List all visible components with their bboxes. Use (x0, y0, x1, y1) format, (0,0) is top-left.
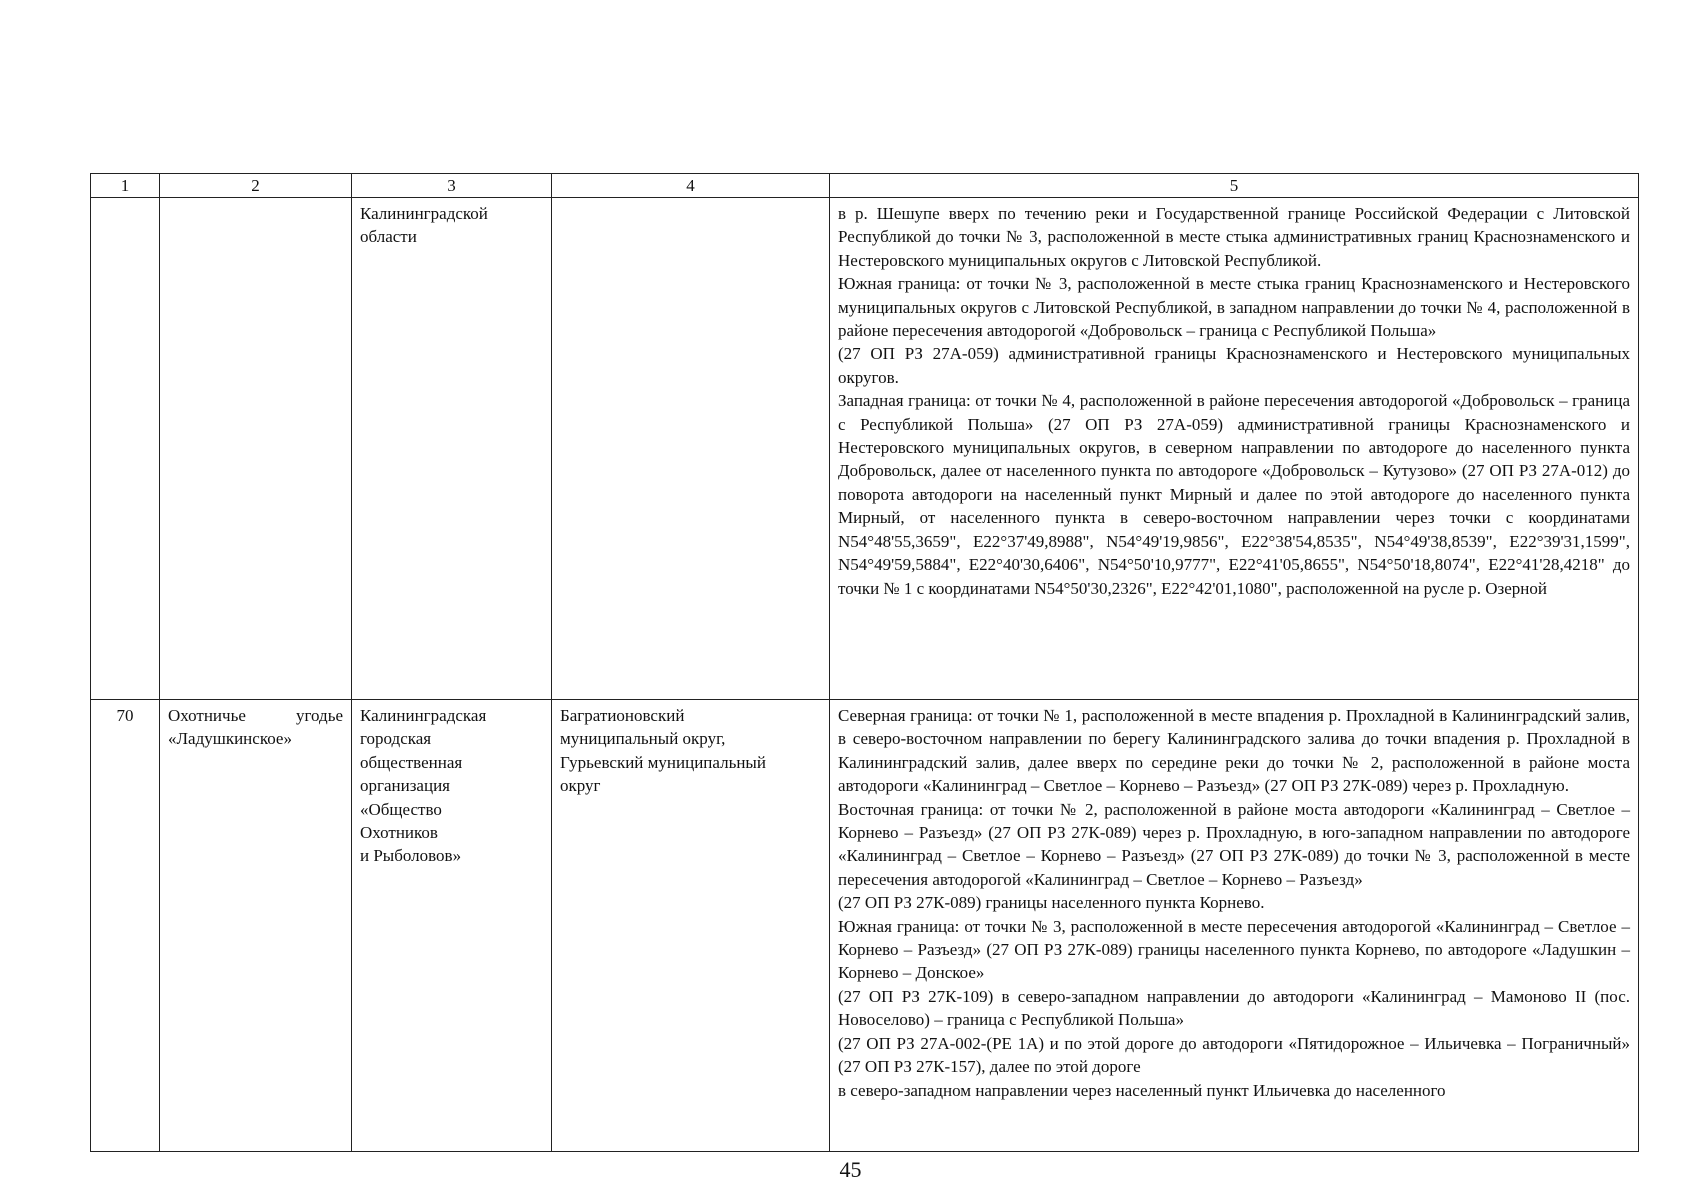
table-row (91, 700, 1639, 1152)
column-number-row (91, 174, 1639, 198)
column-header-4: 4 (552, 174, 830, 198)
boundary-paragraph: (27 ОП РЗ 27К-109) в северо-западном направлении до автодороги «Калининград – Мамоново II (пос. Новоселово) – граница с Республикой Польша» (838, 986, 1630, 1030)
boundary-paragraph: Северная граница: от точки № 1, расположенной в месте впадения р. Прохладной в Калининградский залив, в северо-восточном направлении по берегу Калининградского залива до точки впадения р. Прохладной в Калининградский залив, далее вверх по середине реки до точки № 2, расположенной в районе моста автодороги «Калининград – Светлое – Корнево – Разъезд» (27 ОП РЗ 27К-089) через р. Прохладную. (838, 706, 1630, 796)
row-number (91, 198, 160, 700)
boundary-paragraph: (27 ОП РЗ 27А-059) административной границы Краснознаменского и Нестеровского муниципальных округов. (838, 344, 1630, 387)
column-header-2: 2 (160, 174, 352, 198)
column-header-1: 1 (91, 174, 160, 198)
municipal-district: Багратионовский муниципальный округ, Гурьевский муниципальный округ (552, 700, 830, 1152)
boundary-description (830, 700, 1639, 1152)
column-header-5: 5 (830, 174, 1639, 198)
boundary-paragraph: Южная граница: от точки № 3, расположенной в месте стыка границ Краснознаменского и Нестеровского муниципальных округов с Литовской Республикой, в западном направлении до точки № 4, расположенной в районе пересечения автодорогой «Добровольск – граница с Республикой Польша» (838, 274, 1630, 341)
column-header-3: 3 (352, 174, 552, 198)
boundary-paragraph: Южная граница: от точки № 3, расположенной в месте пересечения автодорогой «Калининград – Светлое – Корнево – Разъезд» (27 ОП РЗ 27К-089) границы населенного пункта Корнево, по автодороге «Ладушкин – Корнево – Донское» (838, 916, 1630, 983)
hunting-ground-name: Охотничье угодье «Ладушкинское» (160, 700, 352, 1152)
boundary-description (830, 198, 1639, 700)
organization-name: Калининградская городская общественная организация «Общество Охотников и Рыболовов» (352, 700, 552, 1152)
boundaries-table (90, 173, 1639, 1152)
boundary-paragraph: в северо-западном направлении через населенный пункт Ильичевка до населенного (838, 1080, 1446, 1100)
row-number: 70 (91, 700, 160, 1152)
boundary-paragraph: (27 ОП РЗ 27К-089) границы населенного пункта Корнево. (838, 893, 1265, 913)
hunting-ground-name (160, 198, 352, 700)
municipal-district (552, 198, 830, 700)
boundary-paragraph: (27 ОП РЗ 27А-002-(РЕ 1А) и по этой дороге до автодороги «Пятидорожное – Ильичевка – Пограничный» (27 ОП РЗ 27К-157), далее по этой дороге (838, 1033, 1630, 1077)
table-row (91, 198, 1639, 700)
boundary-paragraph: Западная граница: от точки № 4, расположенной в районе пересечения автодорогой «Добровольск – граница с Республикой Польша» (27 ОП РЗ 27А-059) административной границы Краснознаменского и Нестеровского муниципальных округов, в северном направлении по автодороге до населенного пункта Добровольск, далее от населенного пункта по автодороге «Добровольск – Кутузово» (27 ОП РЗ 27А-012) до поворота автодороги на населенный пункт Мирный и далее по этой автодороге до населенного пункта Мирный, от населенного пункта в северо-восточном направлении через точки с координатами N54°48'55,3659", E22°37'49,8988", N54°49'19,9856", E22°38'54,8535", N54°49'38,8539", E22°39'31,1599", N54°49'59,5884", E22°40'30,6406", N54°50'10,9777", E22°41'05,8655", N54°50'18,8074", E22°41'28,4218" до точки № 1 с координатами N54°50'30,2326", E22°42'01,1080", расположенной на русле р. Озерной (838, 391, 1630, 598)
boundary-paragraph: в р. Шешупе вверх по течению реки и Государственной границе Российской Федерации с Литовской Республикой до точки № 3, расположенной в месте стыка административных границ Краснознаменского и Нестеровского муниципальных округов с Литовской Республикой. (838, 204, 1630, 270)
page-number: 45 (839, 1157, 862, 1182)
organization-name: Калининградской области (352, 198, 552, 700)
boundary-paragraph: Восточная граница: от точки № 2, расположенной в районе моста автодороги «Калининград – Светлое – Корнево – Разъезд» (27 ОП РЗ 27К-089) через р. Прохладную, в юго-западном направлении по автодороге «Калининград – Светлое – Корнево – Разъезд» (27 ОП РЗ 27К-089) до точки № 3, расположенной в месте пересечения автодорогой «Калининград – Светлое – Корнево – Разъезд» (838, 799, 1630, 889)
